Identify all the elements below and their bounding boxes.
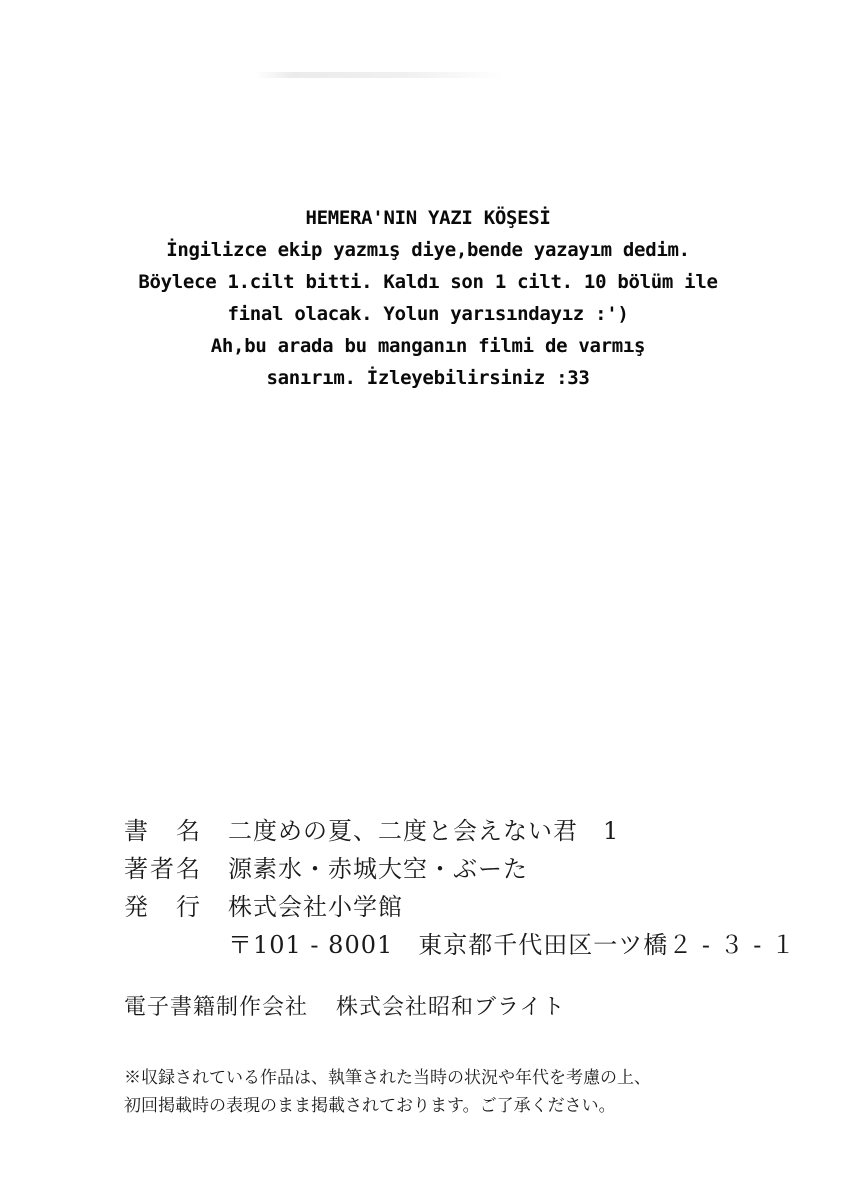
translator-note-line: Böylece 1.cilt bitti. Kaldı son 1 cilt. 10 bölüm ile bbox=[138, 271, 718, 293]
translator-note-heading: HEMERA'NIN YAZI KÖŞESİ bbox=[305, 207, 551, 229]
title-label: 書 名 bbox=[124, 817, 202, 845]
translator-note-line: Ah,bu arada bu manganın filmi de varmış bbox=[210, 335, 646, 357]
authors-label: 著者名 bbox=[124, 855, 202, 883]
ebook-producer-label: 電子書籍制作会社 bbox=[124, 995, 309, 1020]
title-value: 二度めの夏、二度と会えない君 1 bbox=[228, 817, 620, 845]
ebook-producer bbox=[124, 990, 565, 1026]
disclaimer-line: ※収録されている作品は、執筆された当時の状況や年代を考慮の上、 bbox=[124, 1068, 651, 1088]
disclaimer bbox=[124, 1064, 651, 1120]
translator-note-line: sanırım. İzleyebilirsiniz :33 bbox=[266, 367, 590, 389]
publisher-label: 発 行 bbox=[124, 893, 202, 921]
publisher-address: 〒101 - 8001 東京都千代田区一ツ橋２ - ３ - １ bbox=[228, 931, 796, 959]
authors-value: 源素水・赤城大空・ぶーた bbox=[228, 855, 528, 883]
translator-note-line: İngilizce ekip yazmış diye,bende yazayım dedim. bbox=[166, 239, 690, 261]
publisher-value: 株式会社小学館 bbox=[228, 893, 403, 921]
ebook-producer-value: 株式会社昭和ブライト bbox=[336, 995, 566, 1020]
scan-artifact bbox=[255, 72, 505, 78]
translator-note-line: final olacak. Yolun yarısındayız :') bbox=[227, 303, 629, 325]
translator-note bbox=[0, 202, 856, 394]
disclaimer-line: 初回掲載時の表現のまま掲載されております。ご了承ください。 bbox=[124, 1096, 616, 1116]
